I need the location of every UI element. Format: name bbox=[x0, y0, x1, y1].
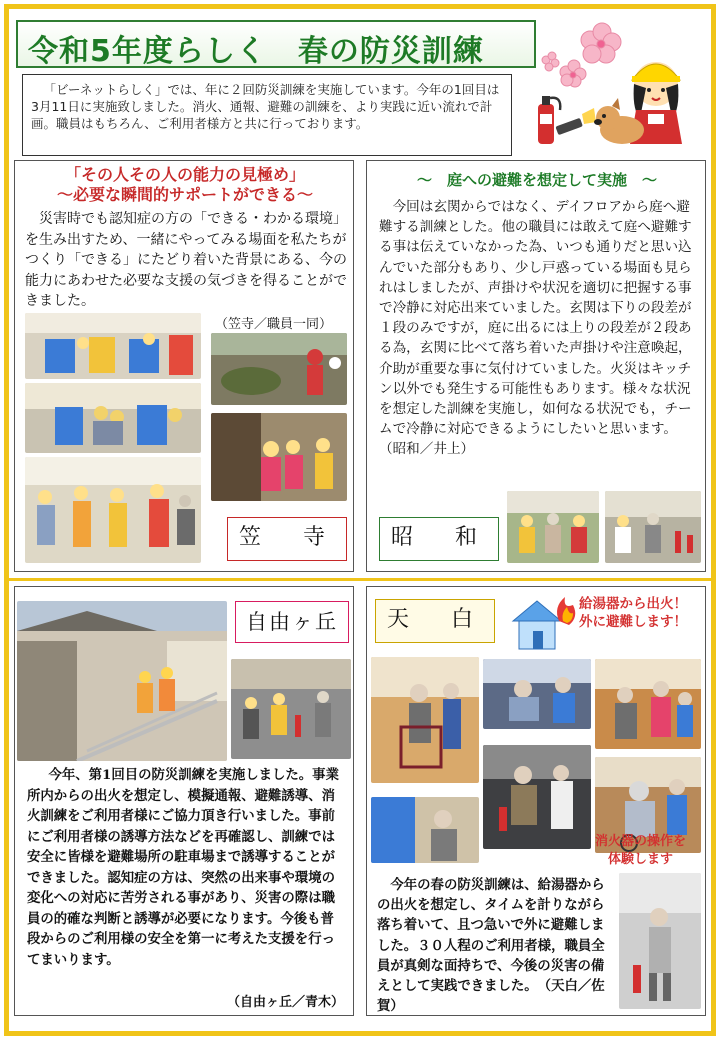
photo-tenpaku-walker bbox=[371, 657, 479, 783]
panel-tenpaku bbox=[366, 586, 706, 1016]
photo-tenpaku-staff bbox=[371, 797, 479, 863]
kasadera-body: 災害時でも認知症の方の「できる・わかる環境」を生み出すため、一緒にやってみる場面を私たちがつくり「できる」にたどり着いた背景にある、今の能力にあわせた必要な支援の気づきを得ることができました。 bbox=[25, 211, 347, 309]
section-divider-horizontal bbox=[8, 578, 712, 581]
cherry-blossom-icon bbox=[542, 23, 621, 87]
photo-showa-evacuation bbox=[507, 491, 599, 563]
photo-tenpaku-hallway bbox=[595, 659, 701, 749]
header bbox=[8, 8, 712, 158]
photo-tenpaku-extinguisher bbox=[483, 745, 591, 849]
kasadera-heading bbox=[15, 165, 355, 205]
jiyugaoka-body: 今年、第1回目の防災訓練を実施しました。事業所内からの出火を想定し、模擬通報、避難誘導、消火訓練をご利用者様にご協力頂き行いました。事前にご利用者様の誘導方法などを再確認し、訓練では安全に皆様を避難場所の駐車場まで誘導することができました。認知症の方は、突然の出来事や環境の変化への対応に苦労される事があり、災害の際は職員の的確な判断と誘導が必要になります。今後も普段からのご利用様の安全を第一に考えた支援を行ってまいります。 bbox=[27, 767, 339, 968]
flashlight-icon bbox=[555, 108, 596, 135]
photo-kasadera-walk bbox=[25, 457, 201, 563]
tenpaku-callout-extinguisher bbox=[595, 833, 686, 869]
showa-heading: ～ 庭への避難を想定して実施 ～ bbox=[416, 171, 657, 189]
tenpaku-callout-extinguisher-line2: 体験します bbox=[608, 852, 674, 867]
title-box bbox=[16, 20, 536, 68]
photo-tenpaku-wheelchair bbox=[483, 659, 591, 729]
photo-jiyugaoka-parking bbox=[231, 659, 351, 759]
tenpaku-callout-extinguisher-line1: 消火器の操作を bbox=[595, 834, 687, 849]
showa-name-box: 昭 和 bbox=[379, 517, 499, 561]
house-fire-icon bbox=[507, 591, 585, 655]
kasadera-heading-line2: ～必要な瞬間的サポートができる～ bbox=[56, 185, 313, 204]
tenpaku-callout-fire-line1: 給湯器から出火！ bbox=[579, 596, 687, 612]
panel-jiyugaoka bbox=[14, 586, 354, 1016]
kasadera-credit: （笠寺／職員一同） bbox=[215, 317, 333, 332]
photo-kasadera-dayroom bbox=[25, 313, 201, 379]
tenpaku-name-box: 天 白 bbox=[375, 599, 495, 643]
tenpaku-callout-fire-line2: 外に避難します！ bbox=[579, 614, 687, 630]
tenpaku-callout-fire bbox=[579, 595, 687, 631]
jiyugaoka-name-box: 自由ヶ丘 bbox=[235, 601, 349, 643]
header-illustration bbox=[528, 18, 708, 154]
jiyugaoka-credit: （自由ヶ丘／青木） bbox=[227, 995, 345, 1010]
photo-tenpaku-outdoor bbox=[619, 873, 701, 1009]
page-title: 令和5年度らしく 春の防災訓練 bbox=[28, 34, 484, 69]
kasadera-heading-line1: 「その人その人の能力の見極め」 bbox=[64, 165, 305, 184]
photo-kasadera-garden bbox=[211, 333, 347, 405]
photo-jiyugaoka-ramp bbox=[17, 601, 227, 761]
panel-showa bbox=[366, 160, 706, 572]
showa-body: 今回は玄関からではなく、デイフロアから庭へ避難する訓練とした。他の職員には敢えて庭へ避難する事は伝えていなかった為、いつも通りだと思い込んでいた部分もあり、少し戸惑っている場面も見られはしましたが、声掛けや状況を適切に把握する事で冷静に対応出来ていました。玄関は下りの段差が１段のみですが，庭に出るには上りの段差が２段ある為，玄関に比べて落ち着いた声掛けや注意喚起，介助が重要な事に気付けていました。火災はキッチン以外でも発生する可能性もあります。様々な状況を想定した訓練を実施し，如何なる状況でも，チームで冷静に対応できるようにしたいと思います。（昭和／井上） bbox=[379, 199, 692, 458]
photo-kasadera-entrance bbox=[211, 413, 347, 501]
photo-kasadera-residents bbox=[25, 383, 201, 453]
photo-showa-garden bbox=[605, 491, 701, 563]
kasadera-name-box: 笠 寺 bbox=[227, 517, 347, 561]
intro-box bbox=[22, 74, 512, 156]
panel-kasadera bbox=[14, 160, 354, 572]
intro-text: 「ビーネットらしく」では、年に２回防災訓練を実施しています。今年の1回目は3月11日に実施致しました。消火、通報、避難の訓練を、より実践に近い流れで計画。職員はもちろん、ご利用者様方と共に行っております。 bbox=[31, 82, 500, 131]
tenpaku-body: 今年の春の防災訓練は、給湯器からの出火を想定し、タイムを計りながら落ち着いて、且つ急いで外に避難しました。３０人程のご利用者様，職員全員が真剣な面持ちで、今後の災害の備えとして実践できました。 （天白／佐賀） bbox=[377, 877, 605, 1015]
fire-extinguisher-icon bbox=[538, 96, 560, 144]
